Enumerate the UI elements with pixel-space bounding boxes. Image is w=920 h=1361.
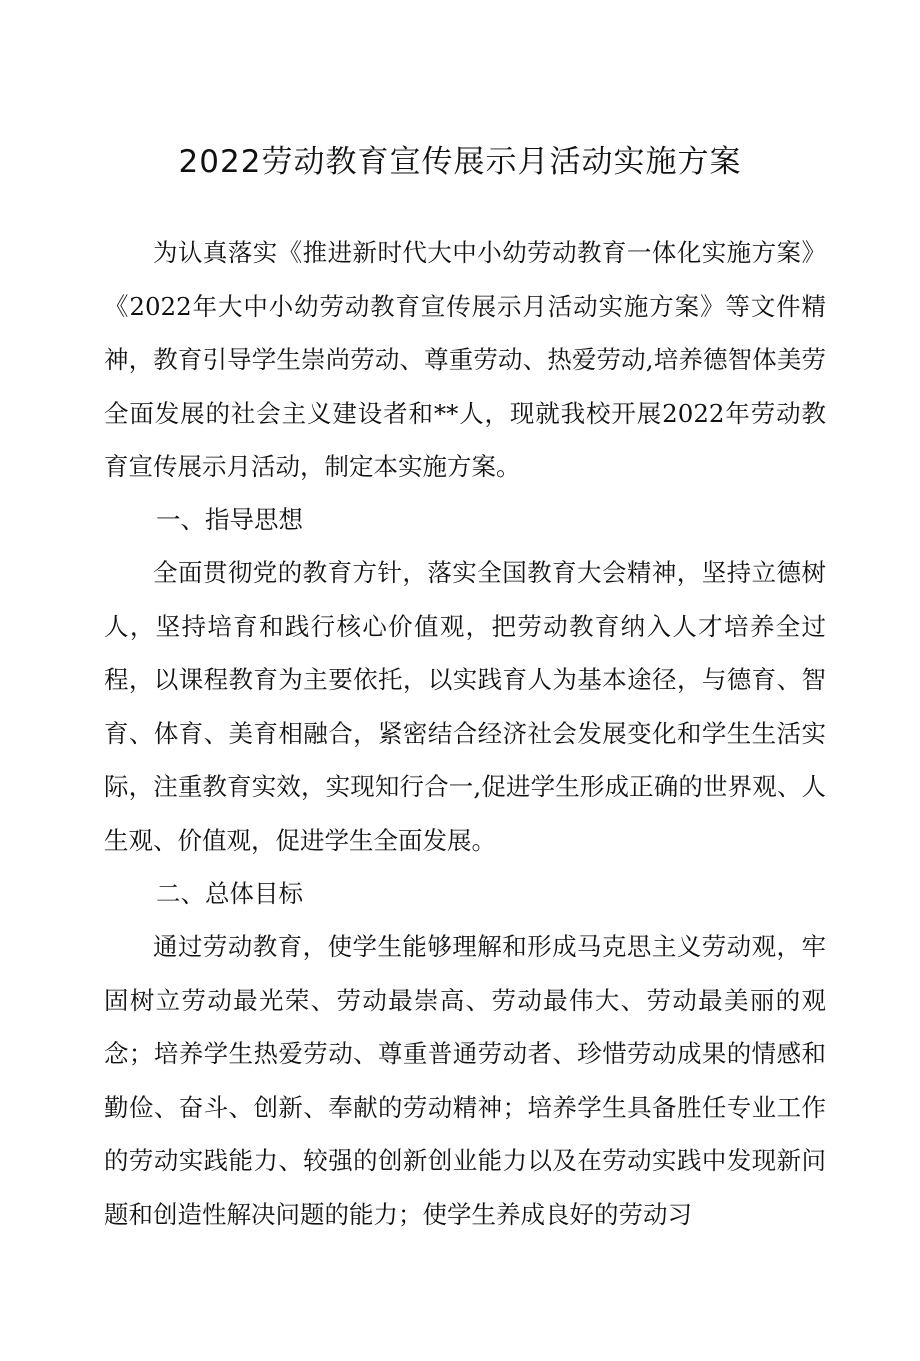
document-title: 2022劳动教育宣传展示月活动实施方案 bbox=[178, 144, 742, 180]
section-paragraph-guiding-ideology: 全面贯彻党的教育方针，落实全国教育大会精神，坚持立德树人，坚持培育和践行核心价值观，把劳动教育纳入人才培养全过程，以课程教育为主要依托，以实践育人为基本途径，与德育、智育、体育、美育相融合，紧密结合经济社会发展变化和学生生活实际，注重教育实效，实现知行合一,促进学生形成正确的世界观、人生观、价值观，促进学生全面发展。 bbox=[104, 558, 826, 855]
section-heading-guiding-ideology: 一、指导思想 bbox=[156, 505, 303, 534]
intro-paragraph: 为认真落实《推进新时代大中小幼劳动教育一体化实施方案》《2022年大中小幼劳动教育宣传展示月活动实施方案》等文件精神，教育引导学生崇尚劳动、尊重劳动、热爱劳动,培养德智体美劳全面发展的社会主义建设者和**人，现就我校开展2022年劳动教育宣传展示月活动，制定本实施方案。 bbox=[104, 238, 826, 481]
section-heading-overall-goals: 二、总体目标 bbox=[156, 879, 303, 908]
section-paragraph-overall-goals: 通过劳动教育，使学生能够理解和形成马克思主义劳动观，牢固树立劳动最光荣、劳动最崇高、劳动最伟大、劳动最美丽的观念；培养学生热爱劳动、尊重普通劳动者、珍惜劳动成果的情感和勤俭、奋斗、创新、奉献的劳动精神；培养学生具备胜任专业工作的劳动实践能力、较强的创新创业能力以及在劳动实践中发现新问题和创造性解决问题的能力；使学生养成良好的劳动习 bbox=[104, 932, 826, 1229]
